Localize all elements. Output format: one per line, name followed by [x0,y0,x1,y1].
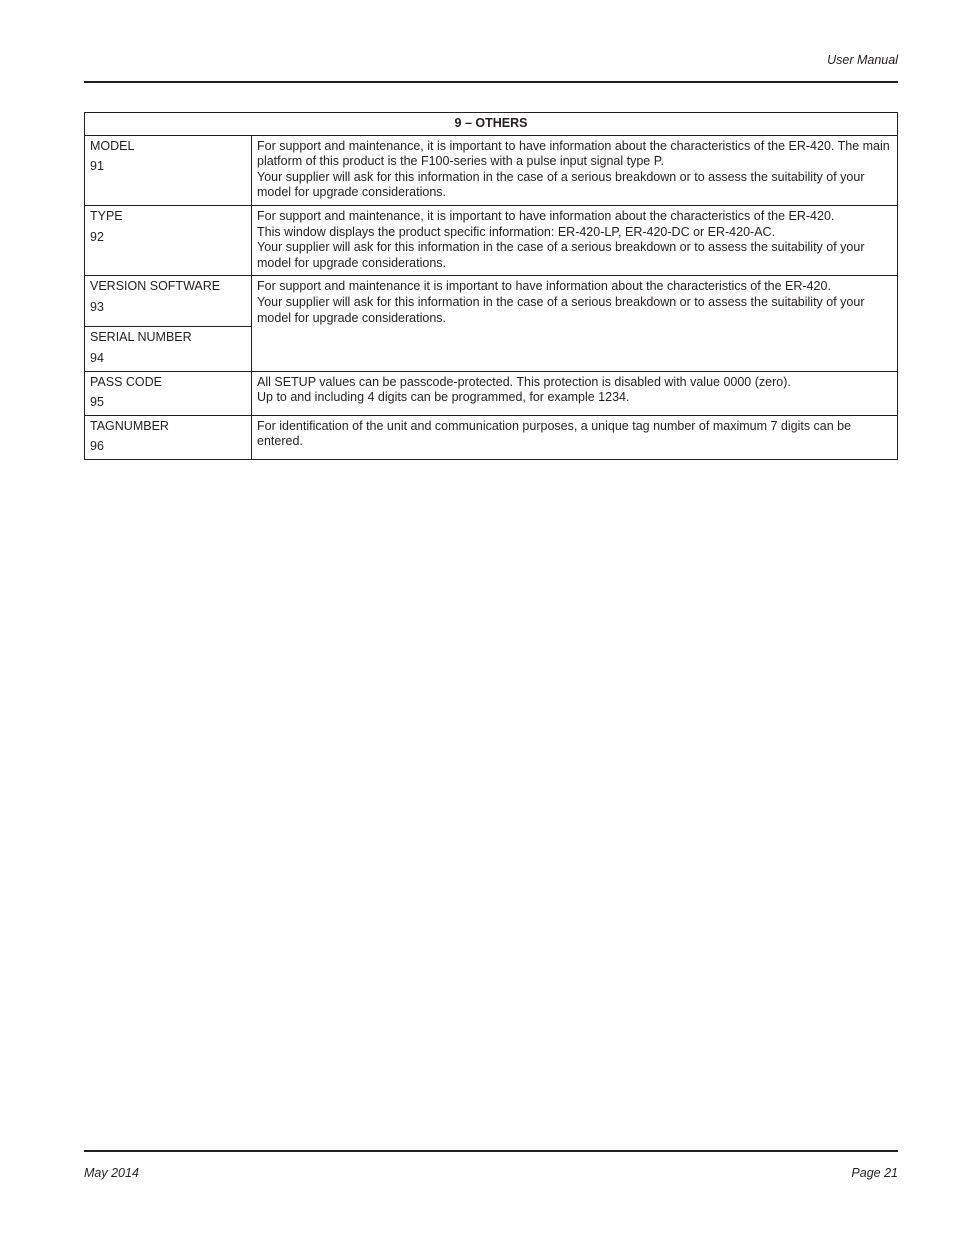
description-paragraph: For identification of the unit and communication purposes, a unique tag number of maximum 7 digits can be entered. [257,418,852,449]
param-name: SERIAL NUMBER [90,330,192,345]
param-cell-type [85,205,252,275]
description-paragraph: Your supplier will ask for this information in the case of a serious breakdown or to assess the suitability of your model for upgrade considerations. [257,240,865,270]
param-cell-model [85,135,252,205]
table-row [85,415,898,459]
param-name: PASS CODE [90,374,163,389]
description-paragraph: Up to and including 4 digits can be programmed, for example 1234. [257,390,630,405]
param-description [252,371,898,415]
table-row [85,371,898,415]
param-cell-pass-code [85,371,252,415]
param-name: MODEL [90,138,135,153]
param-cell-tagnumber [85,415,252,459]
description-paragraph: For support and maintenance it is important to have information about the characteristics of the ER-420. [257,279,831,294]
param-name: TAGNUMBER [90,418,169,433]
param-number: 93 [90,299,104,314]
header-rule [84,81,898,83]
page-number: Page 21 [851,1166,898,1180]
table-row [85,205,898,275]
param-number: 95 [90,395,104,410]
param-number: 92 [90,229,104,244]
description-paragraph: This window displays the product specific information: ER-420-LP, ER-420-DC or ER-420-AC. [257,224,776,239]
param-cell-serial-number [85,327,252,371]
footer-date: May 2014 [84,1166,139,1180]
description-paragraph: Your supplier will ask for this information in the case of a serious breakdown or to assess the suitability of your model for upgrade considerations. [257,169,865,200]
description-paragraph: For support and maintenance, it is important to have information about the characteristics of the ER-420. [257,208,835,223]
table-row [85,276,898,327]
param-name: TYPE [90,208,123,223]
param-description [252,415,898,459]
param-number: 91 [90,159,104,174]
description-paragraph: For support and maintenance, it is important to have information about the characteristics of the ER-420. The main platform of this product is the F100-series with a pulse input signal type P. [257,138,890,169]
param-number: 96 [90,439,104,454]
description-paragraph: All SETUP values can be passcode-protected. This protection is disabled with value 0000 (zero). [257,374,791,389]
table-heading-row [85,113,898,136]
footer-rule [84,1150,898,1152]
table-heading: 9 – OTHERS [85,113,898,136]
description-paragraph: Your supplier will ask for this information in the case of a serious breakdown or to assess the suitability of your model for upgrade considerations. [257,294,865,325]
param-description [252,205,898,275]
param-description [252,276,898,371]
others-parameter-table [84,112,898,460]
table-row [85,135,898,205]
param-cell-version-software [85,276,252,327]
header-title: User Manual [827,53,898,67]
param-number: 94 [90,350,104,365]
param-name: VERSION SOFTWARE [90,279,221,294]
param-description [252,135,898,205]
